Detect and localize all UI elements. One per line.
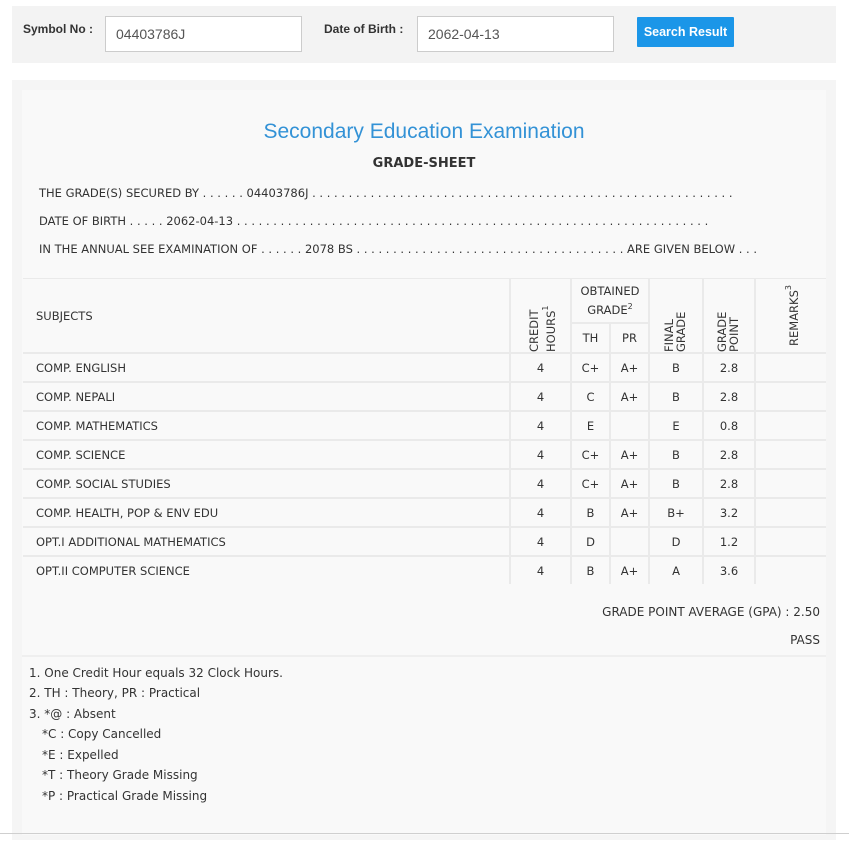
- pr-value: A+: [620, 389, 639, 404]
- credit-value: 4: [536, 563, 545, 578]
- page-bottom-border: [0, 833, 849, 834]
- cell-subject: [23, 383, 509, 410]
- cell-point: [704, 470, 754, 497]
- header-subjects-label: SUBJECTS: [36, 308, 93, 323]
- credit-value: 4: [536, 534, 545, 549]
- cell-point: [704, 499, 754, 526]
- cell-subject: [23, 528, 509, 555]
- cell-pr: [611, 557, 648, 584]
- header-obtained-label: OBTAINED GRADE: [580, 284, 640, 317]
- final-value: A: [672, 563, 680, 578]
- subject-value: COMP. ENGLISH: [36, 360, 126, 375]
- symbol-label: Symbol No :: [23, 22, 94, 36]
- header-final-grade: [650, 279, 702, 352]
- point-value: 3.2: [719, 505, 739, 520]
- final-value: D: [671, 534, 681, 549]
- pr-value: A+: [620, 360, 639, 375]
- symbol-input[interactable]: 04403786J: [105, 16, 302, 52]
- final-value: B: [672, 476, 680, 491]
- header-subjects: [23, 279, 509, 352]
- pr-value: A+: [620, 505, 639, 520]
- search-result-button[interactable]: Search Result: [637, 17, 734, 47]
- cell-final: [650, 441, 702, 468]
- header-point-label: GRADE POINT: [715, 311, 741, 352]
- subject-value: COMP. NEPALI: [36, 389, 116, 404]
- cell-credit: [511, 412, 570, 439]
- cell-pr: [611, 499, 648, 526]
- th-value: D: [586, 534, 595, 549]
- header-obtained-grade: [572, 279, 648, 322]
- cell-subject: [23, 499, 509, 526]
- cell-th: [572, 412, 609, 439]
- subject-value: OPT.I ADDITIONAL MATHEMATICS: [36, 534, 226, 549]
- subject-value: COMP. HEALTH, POP & ENV EDU: [36, 505, 219, 520]
- cell-point: [704, 354, 754, 381]
- header-remarks-text: [783, 285, 800, 346]
- header-pr-label: PR: [622, 331, 637, 345]
- cell-final: [650, 528, 702, 555]
- footnote-1: 1. One Credit Hour equals 32 Clock Hours.: [29, 666, 283, 680]
- cell-credit: [511, 383, 570, 410]
- exam-title: Secondary Education Examination: [263, 120, 585, 143]
- th-value: C+: [581, 476, 600, 491]
- gpa-value: GRADE POINT AVERAGE (GPA) : 2.50: [602, 605, 820, 619]
- cell-point: [704, 557, 754, 584]
- header-obtained-sup: 2: [627, 302, 633, 312]
- th-value: C+: [581, 447, 600, 462]
- dob-line: DATE OF BIRTH . . . . . 2062-04-13 . . . . . . . . . . . . . . . . . . . . . . . . . . . . . . . . . . . . . . . . . . . . . . . . . . . . . . . . . . . . . . . . .: [39, 214, 709, 228]
- footnote-divider: [22, 655, 826, 657]
- cell-pr: [611, 528, 648, 555]
- header-credit-label: CREDIT HOURS: [526, 309, 558, 352]
- cell-point: [704, 412, 754, 439]
- pr-value: A+: [620, 447, 639, 462]
- dob-input[interactable]: 2062-04-13: [417, 16, 614, 52]
- point-value: 3.6: [719, 563, 739, 578]
- credit-value: 4: [536, 476, 545, 491]
- cell-th: [572, 528, 609, 555]
- cell-remarks: [756, 383, 826, 410]
- footnote-3: 3. *@ : Absent: [29, 707, 116, 721]
- cell-credit: [511, 470, 570, 497]
- header-remarks-sup: 3: [783, 285, 793, 291]
- cell-th: [572, 499, 609, 526]
- cell-pr: [611, 383, 648, 410]
- subject-value: COMP. MATHEMATICS: [36, 418, 158, 433]
- subject-value: COMP. SCIENCE: [36, 447, 126, 462]
- cell-credit: [511, 441, 570, 468]
- cell-final: [650, 354, 702, 381]
- cell-th: [572, 470, 609, 497]
- footnote-3p: *P : Practical Grade Missing: [42, 789, 208, 803]
- th-value: C+: [581, 360, 600, 375]
- cell-point: [704, 383, 754, 410]
- exam-year-line: IN THE ANNUAL SEE EXAMINATION OF . . . . . . 2078 BS . . . . . . . . . . . . . . . . . . . . . . . . . . . . . . . . . . . . . ARE GIVEN BELOW . . .: [39, 242, 758, 256]
- cell-remarks: [756, 470, 826, 497]
- footnote-3e: *E : Expelled: [42, 748, 119, 762]
- credit-value: 4: [536, 447, 545, 462]
- cell-remarks: [756, 354, 826, 381]
- final-value: E: [672, 418, 680, 433]
- cell-pr: [611, 354, 648, 381]
- cell-th: [572, 557, 609, 584]
- credit-value: 4: [536, 389, 545, 404]
- point-value: 0.8: [719, 418, 739, 433]
- cell-subject: [23, 412, 509, 439]
- dob-label: Date of Birth :: [324, 22, 404, 36]
- final-value: B+: [667, 505, 685, 520]
- cell-remarks: [756, 499, 826, 526]
- cell-th: [572, 441, 609, 468]
- cell-final: [650, 412, 702, 439]
- cell-remarks: [756, 412, 826, 439]
- cell-pr: [611, 470, 648, 497]
- th-value: B: [586, 563, 595, 578]
- credit-value: 4: [536, 418, 545, 433]
- header-remarks: [756, 279, 826, 352]
- pr-value: A+: [620, 563, 639, 578]
- header-credit-text: [526, 279, 558, 352]
- final-value: B: [672, 360, 680, 375]
- header-credit-sup: 1: [540, 305, 550, 311]
- point-value: 2.8: [719, 389, 739, 404]
- cell-th: [572, 354, 609, 381]
- cell-final: [650, 499, 702, 526]
- cell-credit: [511, 557, 570, 584]
- header-final-label: FINAL GRADE: [662, 311, 688, 352]
- pr-value: A+: [620, 476, 639, 491]
- cell-credit: [511, 499, 570, 526]
- final-value: B: [672, 447, 680, 462]
- header-credit-hours: [511, 279, 570, 352]
- subject-value: OPT.II COMPUTER SCIENCE: [36, 563, 190, 578]
- cell-final: [650, 470, 702, 497]
- th-value: B: [586, 505, 595, 520]
- cell-pr: [611, 412, 648, 439]
- final-value: B: [672, 389, 680, 404]
- credit-value: 4: [536, 505, 545, 520]
- cell-point: [704, 528, 754, 555]
- point-value: 2.8: [719, 360, 739, 375]
- cell-subject: [23, 557, 509, 584]
- footnote-2: 2. TH : Theory, PR : Practical: [29, 686, 201, 700]
- cell-subject: [23, 441, 509, 468]
- subject-value: COMP. SOCIAL STUDIES: [36, 476, 171, 491]
- cell-subject: [23, 470, 509, 497]
- header-grade-point: [704, 279, 754, 352]
- header-th-label: TH: [582, 331, 599, 345]
- cell-remarks: [756, 441, 826, 468]
- cell-subject: [23, 354, 509, 381]
- cell-credit: [511, 354, 570, 381]
- th-value: C: [586, 389, 595, 404]
- credit-value: 4: [536, 360, 545, 375]
- secured-by-line: THE GRADE(S) SECURED BY . . . . . . 04403786J . . . . . . . . . . . . . . . . . . . . . . . . . . . . . . . . . . . . . . . . . . . . . . . . . . . . . . . . . .: [39, 186, 733, 200]
- grade-sheet-heading: GRADE-SHEET: [372, 156, 476, 171]
- header-th: [572, 324, 609, 352]
- cell-point: [704, 441, 754, 468]
- footnote-3c: *C : Copy Cancelled: [42, 727, 162, 741]
- cell-pr: [611, 441, 648, 468]
- result-status: PASS: [790, 633, 820, 647]
- cell-th: [572, 383, 609, 410]
- header-remarks-label: REMARKS: [786, 290, 801, 346]
- header-pr: [611, 324, 648, 352]
- cell-remarks: [756, 557, 826, 584]
- cell-credit: [511, 528, 570, 555]
- th-value: E: [586, 418, 595, 433]
- point-value: 1.2: [719, 534, 739, 549]
- point-value: 2.8: [719, 447, 739, 462]
- cell-final: [650, 383, 702, 410]
- cell-final: [650, 557, 702, 584]
- point-value: 2.8: [719, 476, 739, 491]
- cell-remarks: [756, 528, 826, 555]
- footnote-3t: *T : Theory Grade Missing: [42, 768, 198, 782]
- header-obtained-text: [580, 283, 640, 318]
